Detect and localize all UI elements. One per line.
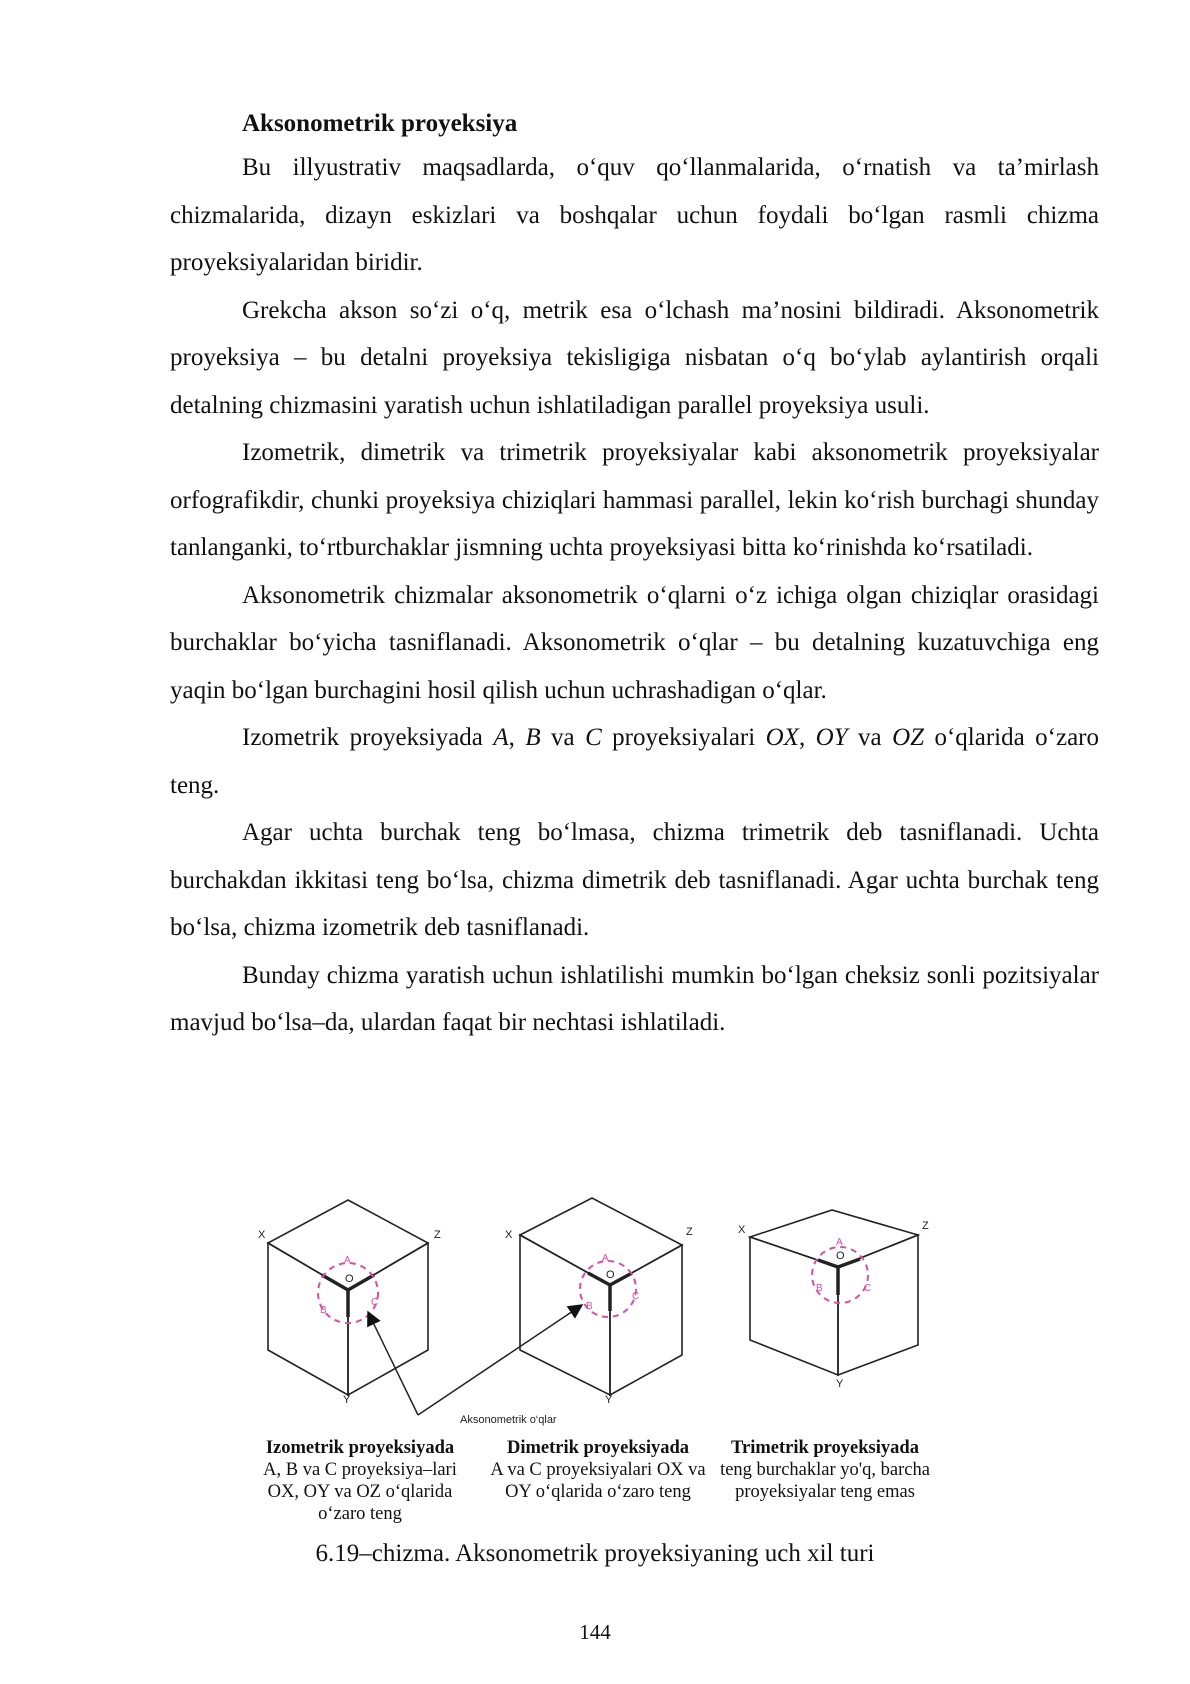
iso-b-label: B xyxy=(320,1305,327,1316)
tri-a-label: A xyxy=(836,1237,843,1248)
dimetric-cube xyxy=(520,1198,682,1395)
caption-isometric-body: A, B va C proyeksiya–lari OX, OY va OZ o‘qlarida o‘zaro teng xyxy=(263,1460,457,1524)
iso-x-label: X xyxy=(258,1229,266,1241)
caption-trimetric-title: Trimetrik proyeksiyada xyxy=(731,1438,919,1458)
dim-a-label: A xyxy=(602,1253,609,1264)
axonometric-figure xyxy=(258,1205,1010,1525)
section-heading: Aksonometrik proyeksiya xyxy=(242,110,518,137)
tri-o-label: O xyxy=(836,1250,845,1262)
tri-z-label: Z xyxy=(922,1220,929,1232)
dim-b-label: B xyxy=(586,1301,593,1312)
dim-o-label: O xyxy=(606,1269,615,1281)
caption-trimetric-body: teng burchaklar yo'q, barcha proyeksiyalar teng emas xyxy=(720,1460,930,1502)
tri-b-label: B xyxy=(816,1283,823,1294)
trimetric-cube xyxy=(750,1210,918,1375)
paragraph-4: Aksonometrik chizmalar aksonometrik o‘qlarni o‘z ichiga olgan chiziqlar orasidagi burchaklar bo‘yicha tasniflanadi. Aksonometrik o‘qlar – bu detalning kuzatuvchiga eng yaqin bo‘lgan burchagini hosil qilish uchun uchrashadigan o‘qlar. xyxy=(170,581,1099,704)
dim-z-label: Z xyxy=(686,1226,693,1238)
page-body xyxy=(170,104,1099,1047)
iso-y-label: Y xyxy=(343,1394,351,1406)
paragraph-5: Izometrik proyeksiyada A, B va C proyeksiyalari OX, OY va OZ o‘qlarida o‘zaro teng. xyxy=(170,724,1099,799)
arrow-label-svg xyxy=(270,1405,1010,1435)
caption-isometric xyxy=(250,1437,470,1525)
iso-z-label: Z xyxy=(434,1229,441,1241)
arrow-to-iso xyxy=(368,1312,418,1415)
caption-isometric-title: Izometrik proyeksiyada xyxy=(265,1438,455,1458)
arrow-to-dim xyxy=(418,1305,582,1415)
caption-dimetric-body: A va C proyeksiyalari OX va OY o‘qlarida o‘zaro teng xyxy=(490,1460,706,1502)
iso-o-label: O xyxy=(345,1273,354,1285)
paragraph-3: Izometrik, dimetrik va trimetrik proyeksiyalar kabi aksonometrik proyeksiyalar orfografikdir, chunki proyeksiya chiziqlari hammasi parallel, lekin ko‘rish burchagi shunday tanlanganki, to‘rtburchaklar jismning uchta proyeksiyasi bitta ko‘rinishda ko‘rsatiladi. xyxy=(170,439,1099,561)
paragraph-1: Bu illyustrativ maqsadlarda, o‘quv qo‘llanmalarida, o‘rnatish va ta’mirlash chizmalarida, dizayn eskizlari va boshqalar uchun foydali bo‘lgan rasmli chizma proyeksiyalaridan biridir. xyxy=(170,154,1099,276)
arrow-label: Aksonometrik o‘qlar xyxy=(460,1414,557,1426)
paragraph-7: Bunday chizma yaratish uchun ishlatilishi mumkin bo‘lgan cheksiz sonli pozitsiyalar mavjud bo‘lsa–da, ulardan faqat bir nechtasi ishlatiladi. xyxy=(170,961,1099,1036)
iso-a-label: A xyxy=(344,1255,351,1266)
page-number: 144 xyxy=(579,1620,611,1644)
tri-c-label: C xyxy=(864,1283,872,1294)
caption-dimetric-title: Dimetrik proyeksiyada xyxy=(506,1438,690,1458)
cube-diagrams xyxy=(258,1205,1010,1406)
dim-y-label: Y xyxy=(605,1394,613,1406)
paragraph-6: Agar uchta burchak teng bo‘lmasa, chizma trimetrik deb tasniflanadi. Uchta burchakdan ikkitasi teng bo‘lsa, chizma dimetrik deb tasniflanadi. Agar uchta burchak teng bo‘lsa, chizma izometrik deb tasniflanadi. xyxy=(170,819,1099,941)
iso-c-label: C xyxy=(371,1297,379,1308)
caption-trimetric xyxy=(720,1437,930,1503)
caption-dimetric xyxy=(488,1437,708,1503)
figure-title: 6.19–chizma. Aksonometrik proyeksiyaning uch xil turi xyxy=(315,1540,875,1567)
dim-x-label: X xyxy=(505,1229,513,1241)
paragraph-2: Grekcha akson so‘zi o‘q, metrik esa o‘lchash ma’nosini bildiradi. Aksonometrik proyeksiya – bu detalni proyeksiya tekisligiga nisbatan o‘q bo‘ylab aylantirish orqali detalning chizmasini yaratish uchun ishlatiladigan parallel proyeksiya usuli. xyxy=(170,296,1099,419)
isometric-cube xyxy=(268,1200,428,1395)
dim-c-label: C xyxy=(632,1291,640,1302)
tri-y-label: Y xyxy=(836,1378,844,1390)
tri-x-label: X xyxy=(738,1224,746,1236)
